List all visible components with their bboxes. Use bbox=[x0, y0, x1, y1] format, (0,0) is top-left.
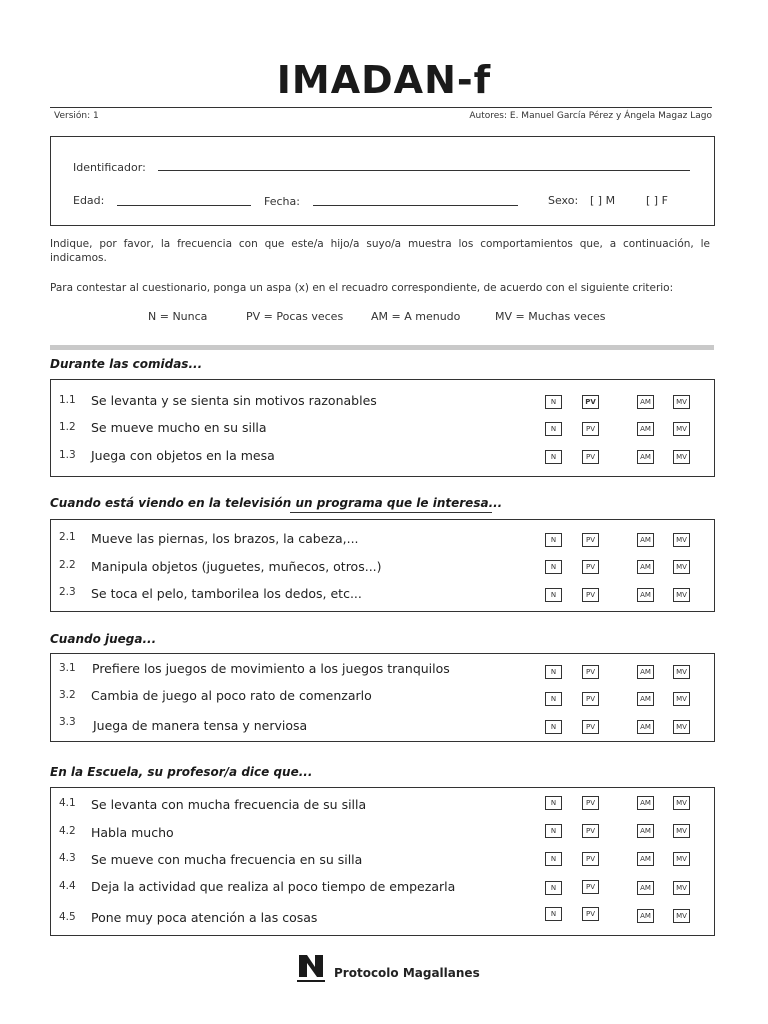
option-mv-checkbox[interactable]: MV bbox=[673, 720, 690, 734]
criteria-paragraph: Para contestar al cuestionario, ponga un aspa (x) en el recuadro correspondiente, de acuerdo con el siguiente criterio: bbox=[50, 282, 674, 294]
option-am-checkbox[interactable]: AM bbox=[637, 450, 654, 464]
option-am-checkbox[interactable]: AM bbox=[637, 796, 654, 810]
protocolo-magallanes-logo-icon bbox=[297, 955, 325, 983]
item-text: Juega de manera tensa y nerviosa bbox=[93, 718, 308, 733]
option-n-checkbox[interactable]: N bbox=[545, 692, 562, 706]
option-n-checkbox[interactable]: N bbox=[545, 422, 562, 436]
item-number: 1.1 bbox=[59, 394, 76, 406]
item-text: Deja la actividad que realiza al poco tiempo de empezarla bbox=[91, 879, 456, 894]
option-am-checkbox[interactable]: AM bbox=[637, 533, 654, 547]
identificador-label: Identificador: bbox=[73, 161, 146, 174]
option-pv-checkbox[interactable]: PV bbox=[582, 824, 599, 838]
item-text: Se mueve con mucha frecuencia en su silla bbox=[91, 852, 363, 867]
option-n-checkbox[interactable]: N bbox=[545, 560, 562, 574]
option-n-checkbox[interactable]: N bbox=[545, 533, 562, 547]
option-am-checkbox[interactable]: AM bbox=[637, 852, 654, 866]
option-pv-checkbox[interactable]: PV bbox=[582, 395, 599, 409]
item-text: Se mueve mucho en su silla bbox=[91, 420, 267, 435]
option-mv-checkbox[interactable]: MV bbox=[673, 560, 690, 574]
option-am-checkbox[interactable]: AM bbox=[637, 824, 654, 838]
sexo-m-checkbox[interactable]: [ ] M bbox=[590, 194, 616, 207]
legend-n: N = Nunca bbox=[148, 310, 208, 323]
legend-pv: PV = Pocas veces bbox=[246, 310, 344, 323]
item-number: 2.3 bbox=[59, 586, 76, 598]
item-number: 4.3 bbox=[59, 852, 76, 864]
page-title: IMADAN-f bbox=[276, 58, 492, 102]
option-mv-checkbox[interactable]: MV bbox=[673, 881, 690, 895]
option-pv-checkbox[interactable]: PV bbox=[582, 796, 599, 810]
option-pv-checkbox[interactable]: PV bbox=[582, 880, 599, 894]
authors-label: Autores: E. Manuel García Pérez y Ángela Magaz Lago bbox=[469, 111, 712, 121]
item-number: 4.5 bbox=[59, 911, 76, 923]
option-am-checkbox[interactable]: AM bbox=[637, 720, 654, 734]
item-text: Juega con objetos en la mesa bbox=[91, 448, 275, 463]
item-text: Mueve las piernas, los brazos, la cabeza,... bbox=[91, 531, 359, 546]
fecha-label: Fecha: bbox=[264, 195, 300, 208]
option-mv-checkbox[interactable]: MV bbox=[673, 909, 690, 923]
option-mv-checkbox[interactable]: MV bbox=[673, 824, 690, 838]
legend-mv: MV = Muchas veces bbox=[495, 310, 606, 323]
item-number: 4.2 bbox=[59, 825, 76, 837]
identification-box bbox=[50, 136, 715, 226]
option-n-checkbox[interactable]: N bbox=[545, 665, 562, 679]
option-mv-checkbox[interactable]: MV bbox=[673, 692, 690, 706]
option-pv-checkbox[interactable]: PV bbox=[582, 907, 599, 921]
sexo-label: Sexo: bbox=[548, 194, 579, 207]
item-number: 4.1 bbox=[59, 797, 76, 809]
option-n-checkbox[interactable]: N bbox=[545, 395, 562, 409]
fecha-field[interactable] bbox=[313, 205, 518, 206]
instructions-paragraph: Indique, por favor, la frecuencia con que este/a hijo/a suyo/a muestra los comportamientos que, a continuación, le indicamos. bbox=[50, 238, 710, 264]
item-text: Se levanta y se sienta sin motivos razonables bbox=[91, 393, 377, 408]
option-am-checkbox[interactable]: AM bbox=[637, 422, 654, 436]
item-number: 2.2 bbox=[59, 559, 76, 571]
section-divider-bar bbox=[50, 345, 714, 350]
option-am-checkbox[interactable]: AM bbox=[637, 692, 654, 706]
identificador-field[interactable] bbox=[158, 170, 690, 171]
edad-label: Edad: bbox=[73, 194, 105, 207]
option-n-checkbox[interactable]: N bbox=[545, 720, 562, 734]
item-number: 3.3 bbox=[59, 716, 76, 728]
option-mv-checkbox[interactable]: MV bbox=[673, 533, 690, 547]
option-am-checkbox[interactable]: AM bbox=[637, 560, 654, 574]
item-text: Prefiere los juegos de movimiento a los juegos tranquilos bbox=[92, 661, 450, 676]
section-title: Durante las comidas... bbox=[50, 357, 203, 371]
option-n-checkbox[interactable]: N bbox=[545, 796, 562, 810]
option-mv-checkbox[interactable]: MV bbox=[673, 796, 690, 810]
version-label: Versión: 1 bbox=[54, 111, 99, 121]
item-number: 1.2 bbox=[59, 421, 76, 433]
option-pv-checkbox[interactable]: PV bbox=[582, 560, 599, 574]
section-title: Cuando está viendo en la televisión un programa que le interesa... bbox=[50, 496, 503, 510]
option-mv-checkbox[interactable]: MV bbox=[673, 422, 690, 436]
option-pv-checkbox[interactable]: PV bbox=[582, 450, 599, 464]
option-mv-checkbox[interactable]: MV bbox=[673, 395, 690, 409]
option-n-checkbox[interactable]: N bbox=[545, 852, 562, 866]
option-mv-checkbox[interactable]: MV bbox=[673, 588, 690, 602]
item-number: 3.1 bbox=[59, 662, 76, 674]
option-pv-checkbox[interactable]: PV bbox=[582, 692, 599, 706]
item-number: 4.4 bbox=[59, 880, 76, 892]
header-divider bbox=[50, 107, 712, 108]
legend-am: AM = A menudo bbox=[371, 310, 461, 323]
section-title-underline bbox=[290, 512, 492, 513]
option-am-checkbox[interactable]: AM bbox=[637, 909, 654, 923]
option-pv-checkbox[interactable]: PV bbox=[582, 852, 599, 866]
option-mv-checkbox[interactable]: MV bbox=[673, 852, 690, 866]
footer-brand: Protocolo Magallanes bbox=[334, 966, 480, 980]
option-am-checkbox[interactable]: AM bbox=[637, 881, 654, 895]
option-n-checkbox[interactable]: N bbox=[545, 907, 562, 921]
option-n-checkbox[interactable]: N bbox=[545, 881, 562, 895]
option-n-checkbox[interactable]: N bbox=[545, 824, 562, 838]
option-mv-checkbox[interactable]: MV bbox=[673, 665, 690, 679]
option-n-checkbox[interactable]: N bbox=[545, 450, 562, 464]
option-am-checkbox[interactable]: AM bbox=[637, 395, 654, 409]
option-am-checkbox[interactable]: AM bbox=[637, 665, 654, 679]
item-text: Habla mucho bbox=[91, 825, 174, 840]
edad-field[interactable] bbox=[117, 205, 251, 206]
item-number: 2.1 bbox=[59, 531, 76, 543]
item-text: Manipula objetos (juguetes, muñecos, otros...) bbox=[91, 559, 382, 574]
option-pv-checkbox[interactable]: PV bbox=[582, 720, 599, 734]
item-text: Pone muy poca atención a las cosas bbox=[91, 910, 318, 925]
option-pv-checkbox[interactable]: PV bbox=[582, 533, 599, 547]
option-pv-checkbox[interactable]: PV bbox=[582, 422, 599, 436]
option-n-checkbox[interactable]: N bbox=[545, 588, 562, 602]
option-am-checkbox[interactable]: AM bbox=[637, 588, 654, 602]
item-text: Se levanta con mucha frecuencia de su silla bbox=[91, 797, 367, 812]
sexo-f-checkbox[interactable]: [ ] F bbox=[646, 194, 668, 207]
item-number: 1.3 bbox=[59, 449, 76, 461]
section-title: En la Escuela, su profesor/a dice que... bbox=[50, 765, 313, 779]
item-text: Se toca el pelo, tamborilea los dedos, etc... bbox=[91, 586, 362, 601]
section-title: Cuando juega... bbox=[50, 632, 157, 646]
option-mv-checkbox[interactable]: MV bbox=[673, 450, 690, 464]
item-number: 3.2 bbox=[59, 689, 76, 701]
item-text: Cambia de juego al poco rato de comenzarlo bbox=[91, 688, 372, 703]
option-pv-checkbox[interactable]: PV bbox=[582, 665, 599, 679]
option-pv-checkbox[interactable]: PV bbox=[582, 588, 599, 602]
